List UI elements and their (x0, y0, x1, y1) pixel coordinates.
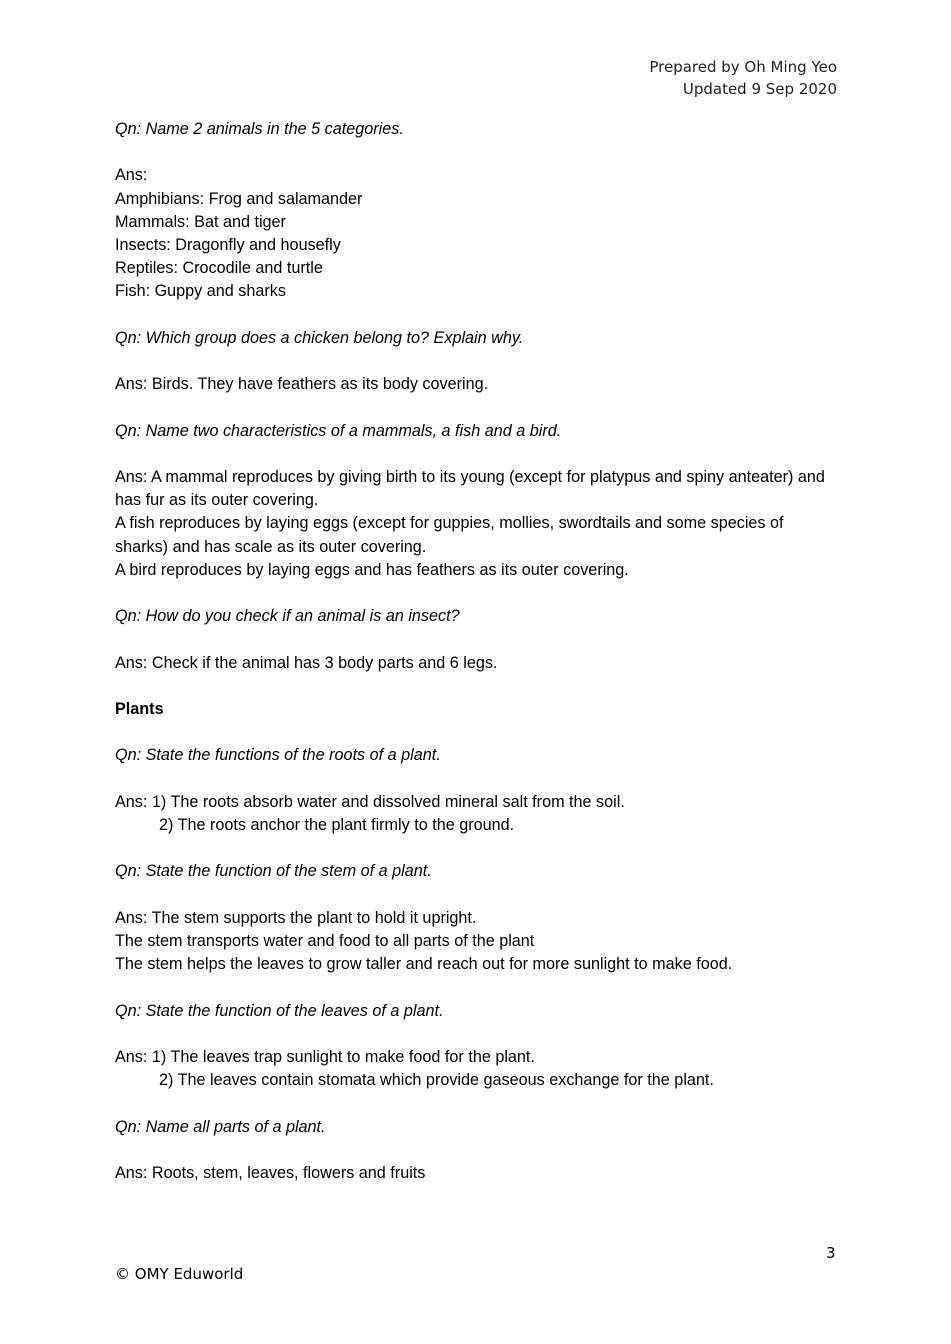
blank-line (115, 837, 840, 860)
blank-line (115, 1023, 840, 1046)
blank-line (115, 582, 840, 605)
answer-line: A bird reproduces by laying eggs and has feathers as its outer covering. (115, 560, 629, 579)
blank-line (115, 884, 840, 907)
blank-line (115, 768, 840, 791)
document-body (115, 118, 840, 1185)
answer-line: Fish: Guppy and sharks (115, 282, 286, 301)
question-text: Qn: Which group does a chicken belong to? Explain why. (115, 328, 524, 347)
updated-date: Updated 9 Sep 2020 (682, 80, 837, 98)
blank-line (115, 350, 840, 373)
answer-line: Ans: Check if the animal has 3 body parts and 6 legs. (115, 653, 498, 672)
question-text: Qn: Name all parts of a plant. (115, 1117, 326, 1136)
prepared-by: Prepared by Oh Ming Yeo (649, 58, 837, 76)
answer-line: Ans: Birds. They have feathers as its body covering. (115, 375, 489, 394)
question-text: Qn: State the functions of the roots of a plant. (115, 746, 441, 765)
answer-indented-line: 2) The roots anchor the plant firmly to the ground. (159, 815, 515, 834)
blank-line (115, 675, 840, 698)
answer-line: Insects: Dragonfly and housefly (115, 236, 341, 254)
answer-paragraph: A fish reproduces by laying eggs (except for guppies, mollies, swordtails and some species of sharks) and has scale as its outer covering. (115, 514, 784, 556)
blank-line (115, 443, 840, 466)
answer-line: Mammals: Bat and tiger (115, 212, 286, 231)
answer-line: The stem helps the leaves to grow taller and reach out for more sunlight to make food. (115, 955, 733, 974)
document-header (649, 56, 837, 100)
question-text: Qn: Name two characteristics of a mammals, a fish and a bird. (115, 421, 562, 440)
section-heading: Plants (115, 699, 164, 718)
answer-paragraph: Ans: A mammal reproduces by giving birth to its young (except for platypus and spiny anteater) and has fur as its outer covering. (115, 467, 825, 510)
answer-line: The stem transports water and food to all parts of the plant (115, 931, 535, 950)
answer-line: Ans: Roots, stem, leaves, flowers and fruits (115, 1163, 426, 1182)
blank-line (115, 396, 840, 419)
blank-line (115, 141, 840, 164)
question-text: Qn: Name 2 animals in the 5 categories. (115, 120, 404, 138)
blank-line (115, 976, 840, 999)
page-number: 3 (826, 1244, 836, 1262)
copyright-footer: © OMY Eduworld (115, 1265, 244, 1283)
answer-line: Ans: 1) The leaves trap sunlight to make food for the plant. (115, 1047, 535, 1066)
answer-line: Reptiles: Crocodile and turtle (115, 259, 323, 278)
answer-line: Ans: The stem supports the plant to hold it upright. (115, 908, 477, 927)
answer-line: Amphibians: Frog and salamander (115, 189, 363, 208)
answer-line: Ans: 1) The roots absorb water and dissolved mineral salt from the soil. (115, 792, 625, 811)
blank-line (115, 1092, 840, 1115)
blank-line (115, 304, 840, 327)
answer-indented-line: 2) The leaves contain stomata which provide gaseous exchange for the plant. (159, 1071, 714, 1090)
question-text: Qn: State the function of the stem of a plant. (115, 862, 432, 881)
blank-line (115, 628, 840, 651)
answer-line: Ans: (115, 166, 148, 185)
question-text: Qn: How do you check if an animal is an insect? (115, 607, 460, 626)
question-text: Qn: State the function of the leaves of a plant. (115, 1001, 444, 1020)
blank-line (115, 1139, 840, 1162)
blank-line (115, 721, 840, 744)
